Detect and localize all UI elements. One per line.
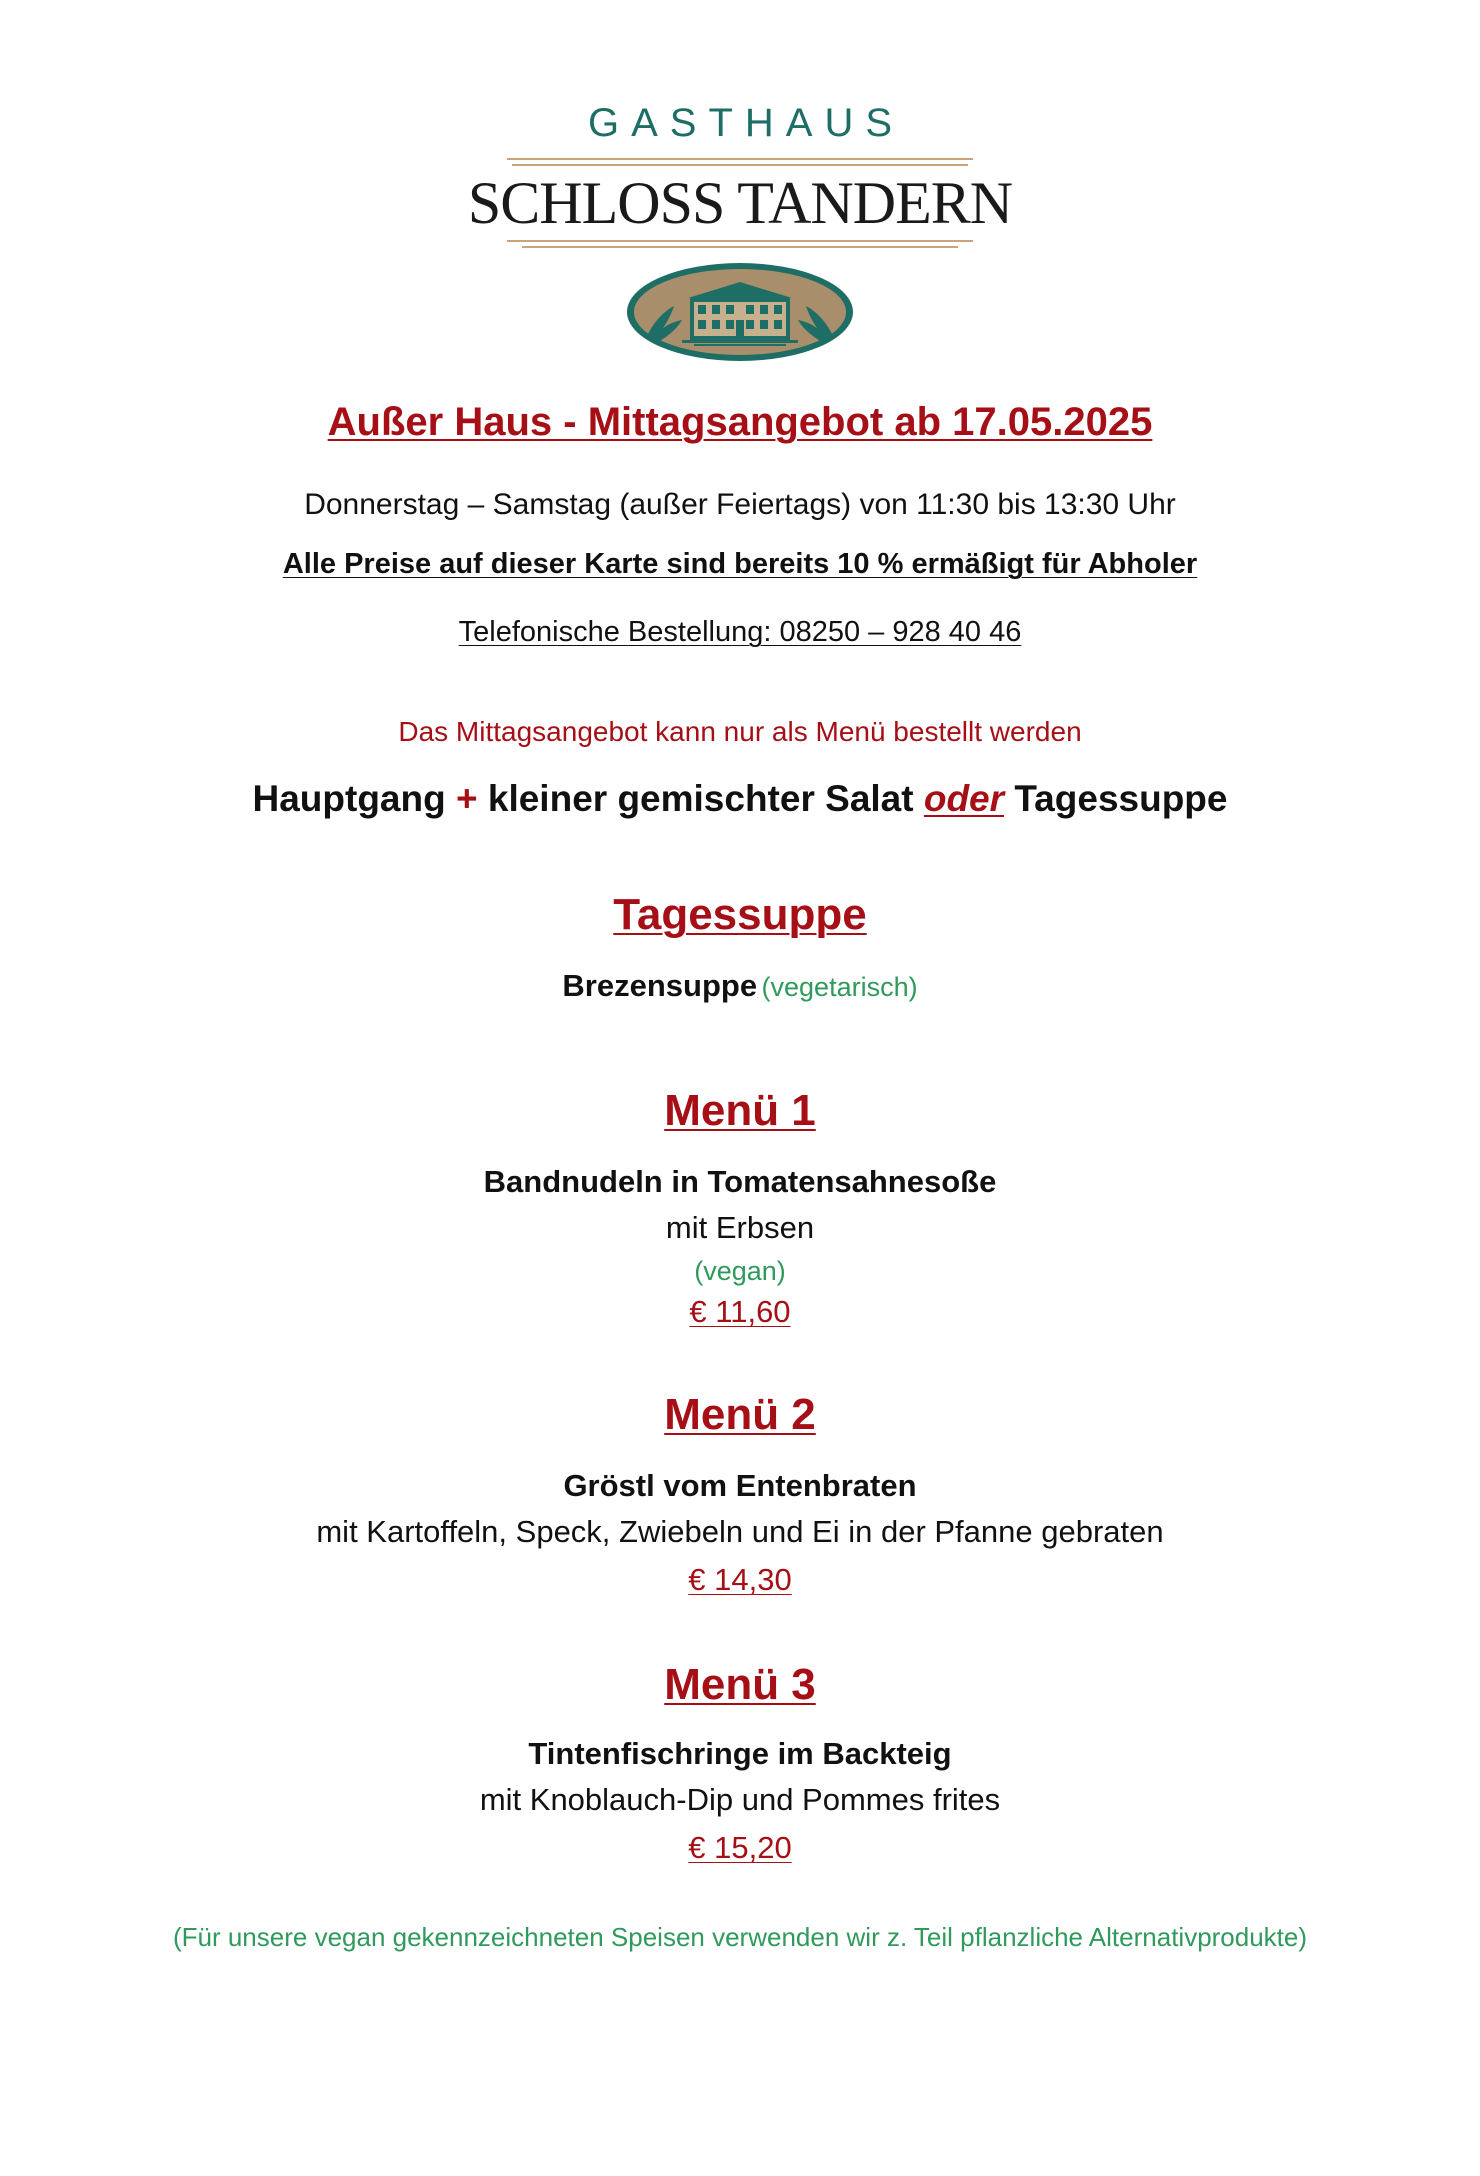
page-title: Außer Haus - Mittagsangebot ab 17.05.2025 — [327, 400, 1153, 444]
combo-part1: Hauptgang — [252, 778, 456, 819]
soup-heading: Tagessuppe — [613, 890, 867, 939]
menu-1-tag: (vegan) — [694, 1256, 786, 1286]
soup-tag: (vegetarisch) — [761, 972, 918, 1002]
phone-order: Telefonische Bestellung: 08250 – 928 40 46 — [458, 616, 1022, 648]
opening-hours: Donnerstag – Samstag (außer Feiertags) von 11:30 bis 13:30 Uhr — [304, 488, 1176, 521]
menu-3-dish: Tintenfischringe im Backteig — [528, 1736, 952, 1771]
menu-1-price: € 11,60 — [689, 1294, 791, 1329]
combo-plus: + — [455, 778, 478, 819]
castle-emblem-icon — [624, 260, 856, 364]
prices-note: Alle Preise auf dieser Karte sind bereits 10 % ermäßigt für Abholer — [282, 548, 1198, 580]
combo-oder: oder — [923, 778, 1005, 819]
menu-1-heading: Menü 1 — [664, 1086, 816, 1135]
menu-3-heading: Menü 3 — [664, 1660, 816, 1709]
combo-line — [0, 778, 1480, 820]
menu-note: Das Mittagsangebot kann nur als Menü bestellt werden — [398, 716, 1082, 747]
menu-2-price: € 14,30 — [688, 1562, 792, 1597]
menu-1-dish: Bandnudeln in Tomatensahnesoße — [483, 1164, 997, 1199]
logo-rule — [522, 246, 958, 248]
menu-3-price: € 15,20 — [688, 1830, 792, 1865]
soup-name: Brezensuppe — [562, 968, 758, 1003]
menu-2-dish: Gröstl vom Entenbraten — [563, 1468, 917, 1503]
logo — [0, 100, 1480, 364]
logo-gasthaus-text: GASTHAUS — [587, 101, 905, 145]
menu-2-heading: Menü 2 — [664, 1390, 816, 1439]
combo-part3: Tagessuppe — [1004, 778, 1228, 819]
logo-name-text: SCHLOSS TANDERN — [467, 170, 1013, 236]
soup-line — [0, 968, 1480, 1004]
menu-3-description: mit Knoblauch-Dip und Pommes frites — [479, 1782, 1001, 1817]
menu-2-description: mit Kartoffeln, Speck, Zwiebeln und Ei in der Pfanne gebraten — [316, 1514, 1164, 1549]
menu-1-description: mit Erbsen — [665, 1210, 815, 1245]
logo-rule — [507, 240, 973, 242]
logo-rule — [507, 158, 973, 160]
footer-note: (Für unsere vegan gekennzeichneten Speisen verwenden wir z. Teil pflanzliche Alternativprodukte) — [172, 1922, 1308, 1952]
combo-part2: kleiner gemischter Salat — [477, 778, 924, 819]
